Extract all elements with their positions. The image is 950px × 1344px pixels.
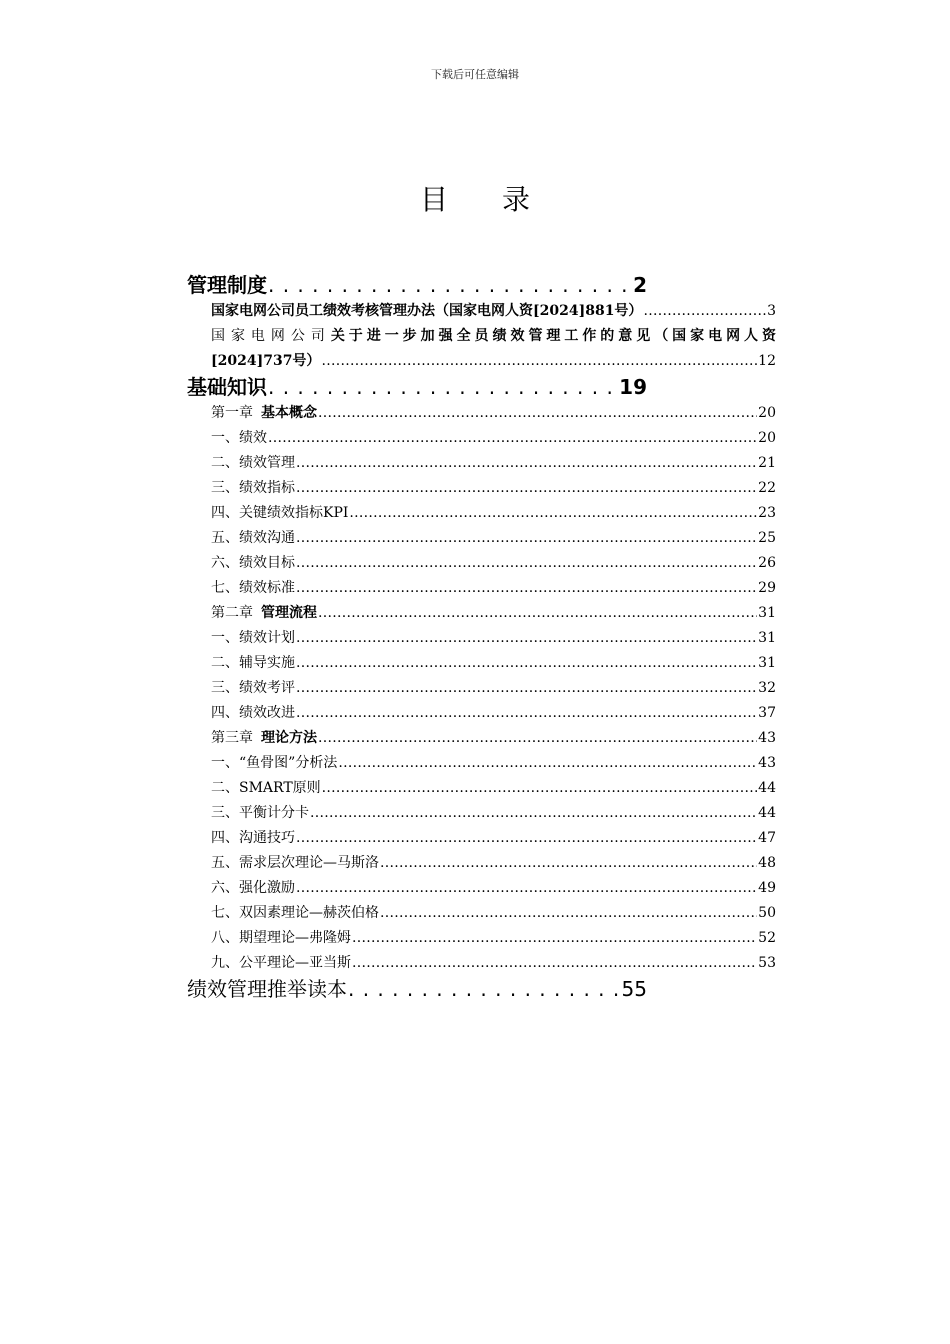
title-char-2: 录: [502, 183, 531, 216]
toc-page-number: 44: [758, 780, 776, 796]
toc-chapter-name: 理论方法: [261, 730, 317, 746]
toc-entry[interactable]: [187, 551, 776, 576]
toc-page-number: 25: [758, 530, 776, 546]
toc-page-number: 49: [758, 880, 776, 896]
toc-entry-label: [2024]737号）: [211, 353, 321, 369]
toc-entry[interactable]: [187, 776, 776, 801]
toc-entry-label: 二、绩效管理: [211, 455, 295, 471]
toc-entry-label: 八、期望理论—弗隆姆: [211, 930, 351, 946]
toc-entry-label: 第三章: [211, 730, 253, 746]
toc-section-basic-knowledge[interactable]: [187, 374, 647, 401]
dot-leader: [318, 726, 757, 751]
toc-entry[interactable]: [187, 801, 776, 826]
toc-entry[interactable]: [187, 851, 776, 876]
dot-leader: [310, 801, 757, 826]
toc-entry-label: 七、双因素理论—赫茨伯格: [211, 905, 379, 921]
dot-leader: [296, 526, 757, 551]
toc-entry[interactable]: [187, 751, 776, 776]
toc-section-management-system[interactable]: [187, 272, 647, 299]
dot-leader: [321, 349, 757, 374]
dot-leader: [349, 501, 757, 526]
toc-entry-label: 九、公平理论—亚当斯: [211, 955, 351, 971]
toc-entry-label: 六、强化激励: [211, 880, 295, 896]
toc-entry-label: 第一章: [211, 405, 253, 421]
toc-entry[interactable]: [187, 926, 776, 951]
toc-page-number: 32: [758, 680, 776, 696]
toc-section-label: 绩效管理推举读本: [187, 977, 347, 1001]
toc-entry-label-prefix: 国家电网公司: [211, 328, 331, 344]
toc-page-number: 37: [758, 705, 776, 721]
toc-entry-label: 三、平衡计分卡: [211, 805, 309, 821]
toc-section-label: 管理制度: [187, 273, 267, 297]
toc-entry-label: 五、绩效沟通: [211, 530, 295, 546]
toc-entry[interactable]: [187, 526, 776, 551]
toc-page-number: 20: [758, 430, 776, 446]
toc-entry[interactable]: [187, 626, 776, 651]
toc-page-number: 3: [767, 303, 776, 319]
toc-page-number: 31: [758, 630, 776, 646]
dot-leader: [268, 272, 632, 299]
toc-entry[interactable]: [187, 876, 776, 901]
toc-page-number: 2: [633, 273, 647, 297]
toc-entry-label: 二、SMART原则: [211, 780, 321, 796]
toc-page-number: 20: [758, 405, 776, 421]
dot-leader: [268, 374, 618, 401]
dot-leader: [296, 676, 757, 701]
toc-entry-label: 六、绩效目标: [211, 555, 295, 571]
toc-entry[interactable]: [187, 701, 776, 726]
toc-entry-doc-881[interactable]: [187, 299, 776, 324]
toc-page-number: 50: [758, 905, 776, 921]
dot-leader: [643, 299, 766, 324]
toc-entry-label: 四、关键绩效指标KPI: [211, 505, 349, 521]
toc-page-number: 22: [758, 480, 776, 496]
dot-leader: [296, 651, 757, 676]
toc-entry[interactable]: [187, 651, 776, 676]
toc-entry[interactable]: [187, 576, 776, 601]
toc-entry-doc-737-line1[interactable]: [187, 324, 776, 349]
toc-entry-label: 第二章: [211, 605, 253, 621]
toc-page-number: 48: [758, 855, 776, 871]
toc-entry-label: 五、需求层次理论—马斯洛: [211, 855, 379, 871]
toc-entry[interactable]: [187, 901, 776, 926]
dot-leader: [296, 551, 757, 576]
toc-chapter-name: 管理流程: [261, 605, 317, 621]
dot-leader: [296, 626, 757, 651]
toc-page-number: 12: [758, 353, 776, 369]
toc-page-number: 23: [758, 505, 776, 521]
toc-page-number: 52: [758, 930, 776, 946]
page-title: [0, 178, 950, 218]
toc-entry-label-rest: 关于进一步加强全员绩效管理工作的意见（国家电网人资: [330, 328, 776, 344]
toc-chapter-entry[interactable]: [187, 401, 776, 426]
dot-leader: [318, 601, 757, 626]
toc-chapter-name: 基本概念: [261, 405, 317, 421]
toc-entry[interactable]: [187, 951, 776, 976]
dot-leader: [380, 851, 757, 876]
toc-entry-label: 一、“鱼骨图”分析法: [211, 755, 338, 771]
toc-entry[interactable]: [187, 476, 776, 501]
dot-leader: [380, 901, 757, 926]
toc-page-number: 43: [758, 755, 776, 771]
dot-leader: [296, 451, 757, 476]
toc-entry[interactable]: [187, 826, 776, 851]
dot-leader: [352, 951, 757, 976]
toc-entry-label: 四、沟通技巧: [211, 830, 295, 846]
toc-entry[interactable]: [187, 501, 776, 526]
toc-page-number: 44: [758, 805, 776, 821]
toc-entry[interactable]: [187, 451, 776, 476]
toc-entry-label: 三、绩效考评: [211, 680, 295, 696]
dot-leader: [296, 826, 757, 851]
toc-page-number: 31: [758, 605, 776, 621]
dot-leader: [268, 426, 757, 451]
toc-entry-doc-737-line2[interactable]: [187, 349, 776, 374]
toc-entry-label: 国家电网公司员工绩效考核管理办法（国家电网人资[2024]881号）: [211, 303, 643, 319]
dot-leader: [322, 776, 758, 801]
toc-entry-label: 一、绩效: [211, 430, 267, 446]
toc-page-number: 19: [619, 375, 647, 399]
toc-entry[interactable]: [187, 426, 776, 451]
title-char-1: 目: [419, 183, 448, 216]
toc-page-number: 47: [758, 830, 776, 846]
toc-page-number: 29: [758, 580, 776, 596]
toc-page-number: 26: [758, 555, 776, 571]
toc-chapter-entry[interactable]: [187, 726, 776, 751]
toc-entry-label: 二、辅导实施: [211, 655, 295, 671]
toc-entry[interactable]: [187, 676, 776, 701]
dot-leader: [296, 476, 757, 501]
toc-entry-label: 七、绩效标准: [211, 580, 295, 596]
dot-leader: [296, 876, 757, 901]
dot-leader: [318, 401, 757, 426]
toc-entry-label: 一、绩效计划: [211, 630, 295, 646]
toc-page-number: 43: [758, 730, 776, 746]
toc-page-number: 31: [758, 655, 776, 671]
dot-leader: [296, 576, 757, 601]
toc-page-number: 53: [758, 955, 776, 971]
toc-section-label: 基础知识: [187, 375, 267, 399]
toc-chapter-entry[interactable]: [187, 601, 776, 626]
toc-entries: [187, 401, 776, 976]
header-note: 下载后可任意编辑: [431, 68, 519, 81]
toc-entry-label: 三、绩效指标: [211, 480, 295, 496]
toc-page-number: 21: [758, 455, 776, 471]
dot-leader: [348, 976, 621, 1003]
toc-section-recommended-reading[interactable]: [187, 976, 647, 1003]
dot-leader: [296, 701, 757, 726]
table-of-contents: [187, 272, 776, 1003]
dot-leader: [338, 751, 757, 776]
toc-page-number: 55: [621, 977, 647, 1001]
dot-leader: [352, 926, 757, 951]
toc-entry-label: 四、绩效改进: [211, 705, 295, 721]
